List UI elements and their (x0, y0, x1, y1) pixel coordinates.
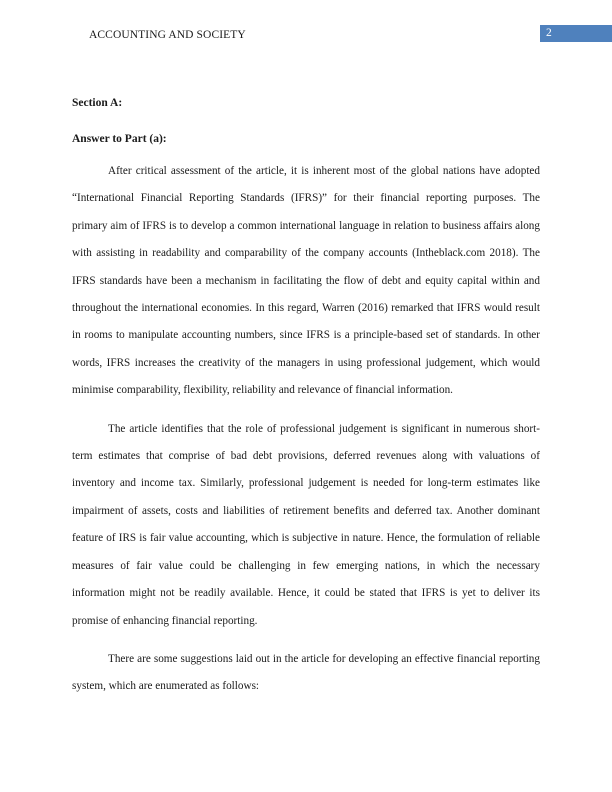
page-number: 2 (540, 25, 612, 42)
part-heading: Answer to Part (a): (72, 133, 167, 145)
paragraph: The article identifies that the role of professional judgement is significant in numerous short-term estimates that comprise of bad debt provisions, deferred revenues along with valuations of inventory and income tax. Similarly, professional judgement is needed for long-term estimates like impairment of assets, costs and liabilities of retirement benefits and deferred tax. Another dominant feature of IRS is fair value accounting, which is subjective in nature. Hence, the formulation of reliable measures of fair value could be challenging in few emerging nations, in which the necessary information might not be readily available. Hence, it could be stated that IFRS is yet to deliver its promise of enhancing financial reporting. (72, 422, 540, 627)
document-body (72, 94, 540, 712)
running-head: ACCOUNTING AND SOCIETY (89, 29, 246, 41)
paragraph: After critical assessment of the article, it is inherent most of the global nations have adopted “International Financial Reporting Standards (IFRS)” for their financial reporting purposes. The primary aim of IFRS is to develop a common international language in relation to business affairs along with assisting in readability and comparability of the company accounts (Intheblack.com 2018). The IFRS standards have been a mechanism in facilitating the flow of debt and equity capital within and throughout the international economies. In this regard, Warren (2016) remarked that IFRS would result in rooms to manipulate accounting numbers, since IFRS is a principle-based set of standards. In other words, IFRS increases the creativity of the managers in using professional judgement, which would minimise comparability, flexibility, reliability and relevance of financial information. (72, 165, 540, 397)
paragraph: There are some suggestions laid out in the article for developing an effective financial reporting system, which are enumerated as follows: (72, 652, 540, 693)
section-heading: Section A: (72, 97, 123, 109)
